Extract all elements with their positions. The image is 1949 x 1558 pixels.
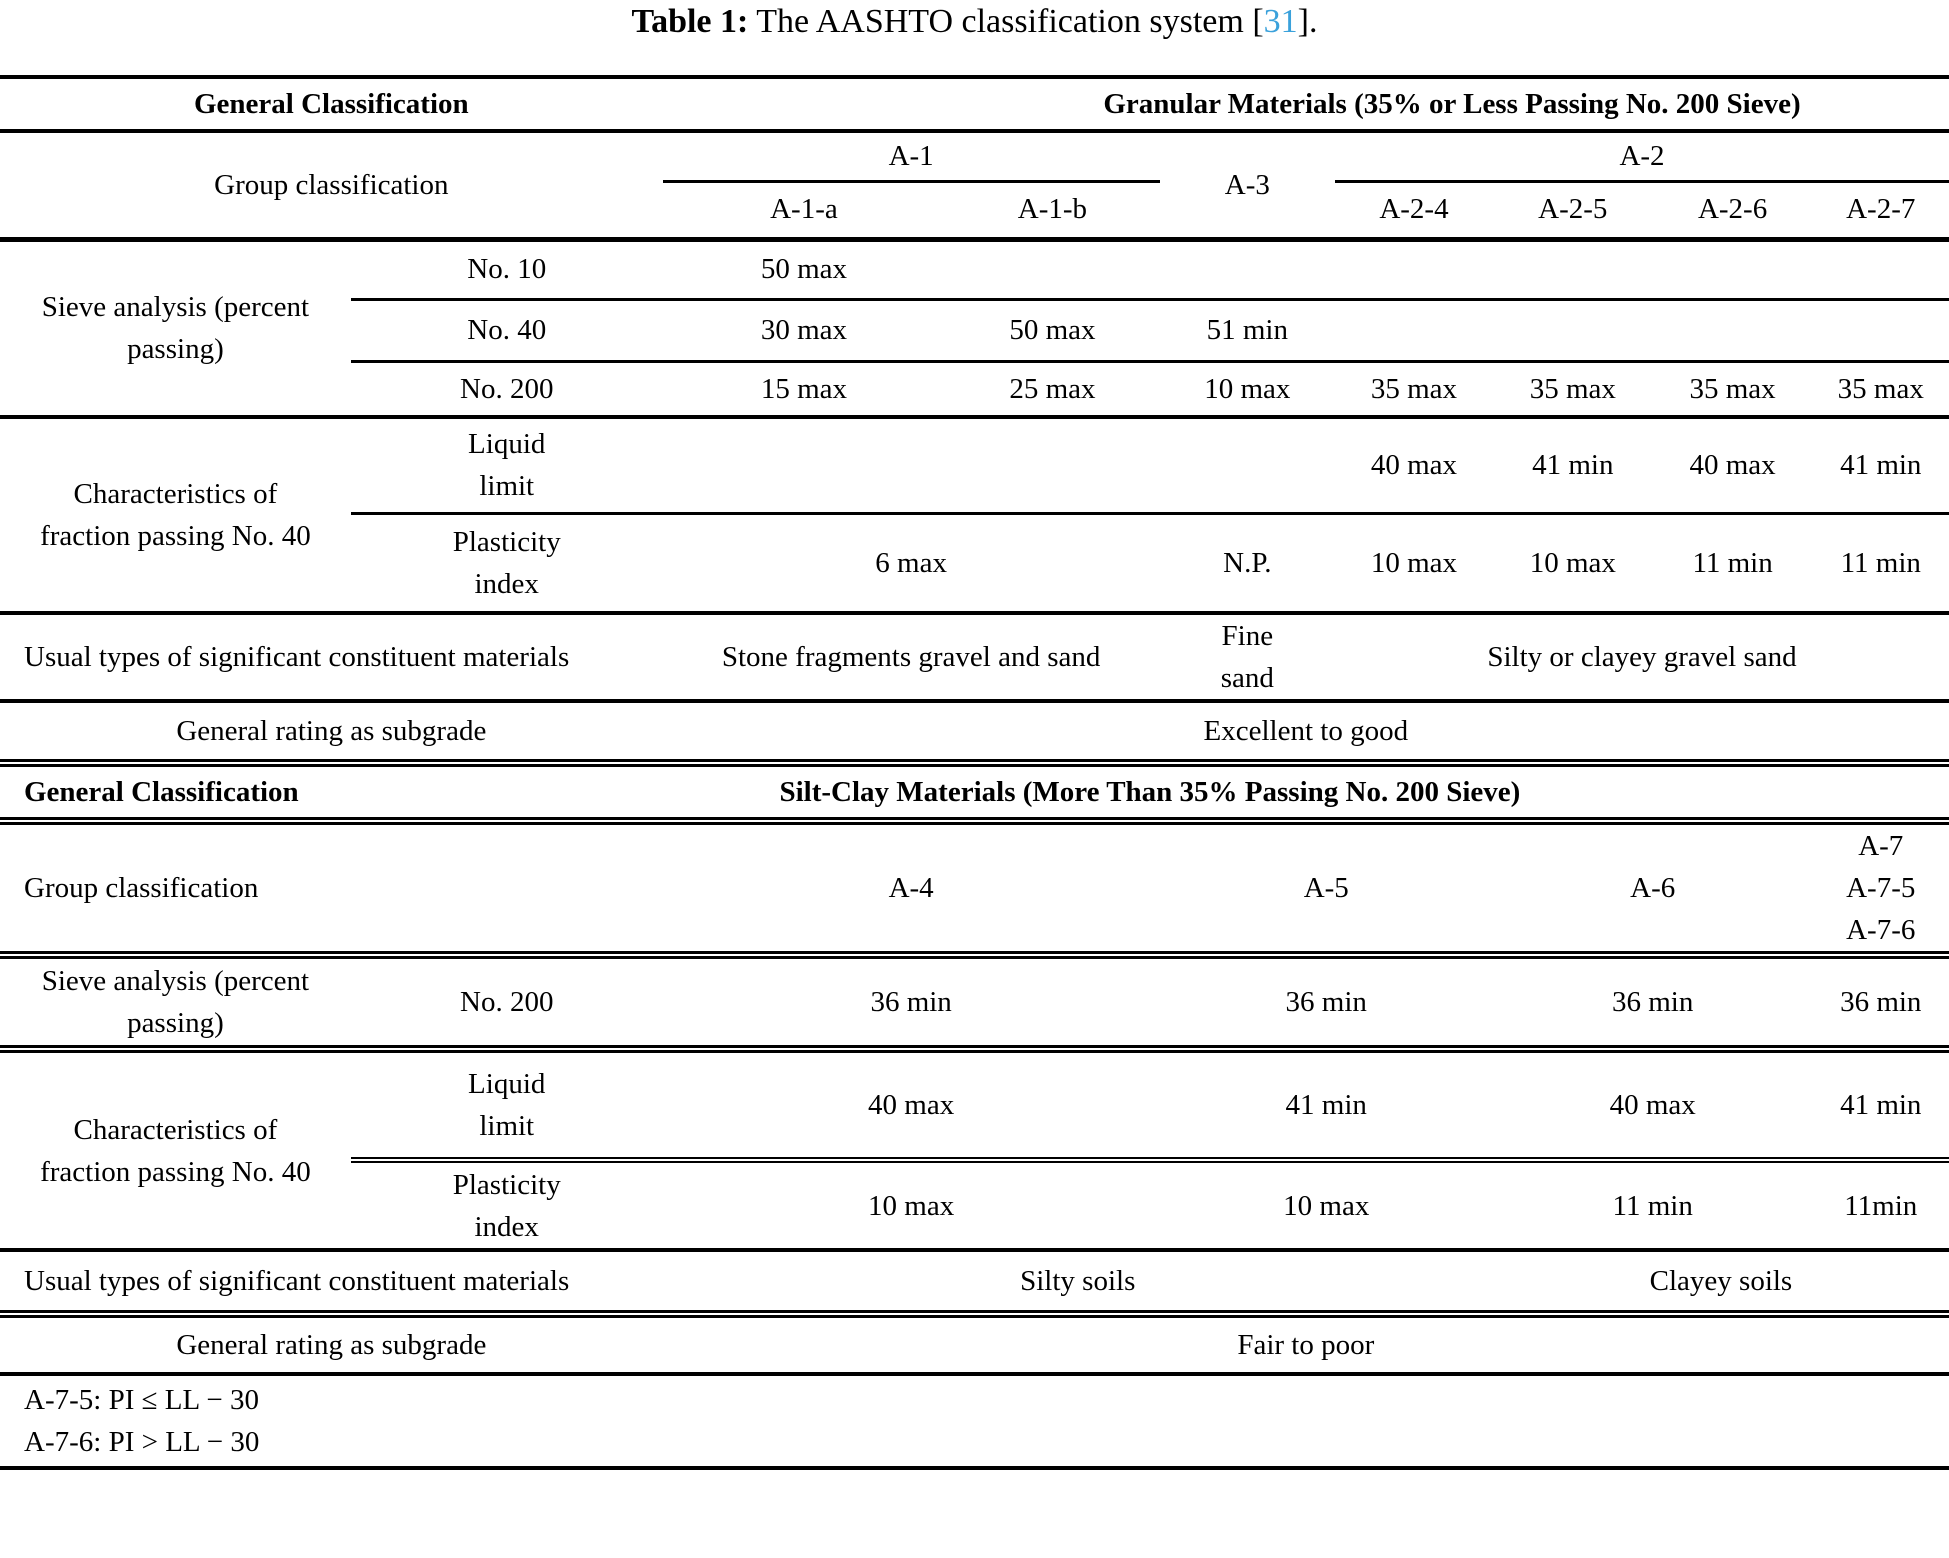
siltclay-general-classification: General Classification xyxy=(0,763,351,821)
siltclay-rating-label: General rating as subgrade xyxy=(0,1314,663,1374)
plasticity-a1: 6 max xyxy=(663,513,1160,613)
plasticity-index-label xyxy=(351,513,663,613)
siltclay-group-classification-label: Group classification xyxy=(0,821,663,955)
sieve-label-line1: Sieve analysis (percent xyxy=(41,291,310,324)
plasticity-a4: 10 max xyxy=(663,1160,1160,1250)
usual-types-a3-line1: Fine xyxy=(1221,620,1274,652)
plasticity-index-label xyxy=(351,1160,663,1250)
liquid-a6: 40 max xyxy=(1493,1049,1813,1160)
granular-rating-value: Excellent to good xyxy=(663,701,1949,763)
plasticity-a25: 10 max xyxy=(1493,513,1653,613)
no200-a3: 10 max xyxy=(1160,361,1335,417)
no40-label: No. 40 xyxy=(351,299,663,361)
siltclay-usual-types-label: Usual types of significant constituent materials xyxy=(0,1250,663,1314)
no200-a26: 35 max xyxy=(1653,361,1813,417)
footnotes-cell xyxy=(0,1374,1949,1468)
empty-cell xyxy=(1813,299,1949,361)
empty-cell xyxy=(663,417,946,513)
empty-cell xyxy=(945,239,1159,299)
granular-usual-types-label: Usual types of significant constituent materials xyxy=(0,613,663,701)
no10-a1a: 50 max xyxy=(663,239,946,299)
no200-a7: 36 min xyxy=(1813,955,1949,1049)
liquid-a24: 40 max xyxy=(1335,417,1493,513)
empty-cell xyxy=(1335,299,1493,361)
plasticity-index-line2: index xyxy=(474,567,539,600)
granular-group-classification-label: Group classification xyxy=(0,131,663,239)
granular-sieve-analysis-label xyxy=(0,239,351,417)
plasticity-a3: N.P. xyxy=(1160,513,1335,613)
aashto-classification-table xyxy=(0,75,1949,1470)
characteristics-label-line1: Characteristics of xyxy=(73,477,278,510)
caption-label: Table 1: xyxy=(631,3,749,40)
group-a3: A-3 xyxy=(1160,131,1335,239)
footnote-a76: A-7-6: PI > LL − 30 xyxy=(24,1426,260,1459)
empty-cell xyxy=(1493,299,1653,361)
group-a7-line1: A-7 xyxy=(1858,830,1904,863)
usual-types-a1: Stone fragments gravel and sand xyxy=(663,613,1160,701)
liquid-a4: 40 max xyxy=(663,1049,1160,1160)
footnote-a75: A-7-5: PI ≤ LL − 30 xyxy=(24,1384,259,1417)
usual-types-a3 xyxy=(1160,613,1335,701)
plasticity-a26: 11 min xyxy=(1653,513,1813,613)
no200-a1b: 25 max xyxy=(945,361,1159,417)
siltclay-characteristics-label xyxy=(0,1049,351,1250)
group-a1a: A-1-a xyxy=(663,181,946,239)
plasticity-a27: 11 min xyxy=(1813,513,1949,613)
empty-cell xyxy=(1493,239,1653,299)
sieve-label-line2: passing) xyxy=(127,1007,224,1040)
usual-types-silty: Silty soils xyxy=(663,1250,1493,1314)
no200-label: No. 200 xyxy=(351,361,663,417)
group-a4: A-4 xyxy=(663,821,1160,955)
no200-a25: 35 max xyxy=(1493,361,1653,417)
table-caption xyxy=(0,0,1949,75)
plasticity-index-line2: index xyxy=(474,1210,539,1243)
sieve-label-line2: passing) xyxy=(127,333,224,366)
granular-rating-label: General rating as subgrade xyxy=(0,701,663,763)
group-a2: A-2 xyxy=(1335,131,1949,181)
liquid-a7: 41 min xyxy=(1813,1049,1949,1160)
group-a5: A-5 xyxy=(1160,821,1493,955)
no200-a24: 35 max xyxy=(1335,361,1493,417)
characteristics-label-line2: fraction passing No. 40 xyxy=(40,1155,311,1188)
liquid-a27: 41 min xyxy=(1813,417,1949,513)
no200-a5: 36 min xyxy=(1160,955,1493,1049)
liquid-a26: 40 max xyxy=(1653,417,1813,513)
no200-a4: 36 min xyxy=(663,955,1160,1049)
group-a25: A-2-5 xyxy=(1493,181,1653,239)
liquid-a25: 41 min xyxy=(1493,417,1653,513)
group-a1: A-1 xyxy=(663,131,1160,181)
characteristics-label-line1: Characteristics of xyxy=(73,1113,278,1146)
characteristics-label-line2: fraction passing No. 40 xyxy=(40,520,311,552)
granular-general-classification: General Classification xyxy=(0,77,663,131)
no200-a6: 36 min xyxy=(1493,955,1813,1049)
plasticity-index-line1: Plasticity xyxy=(452,1168,561,1201)
usual-types-a3-line2: sand xyxy=(1220,662,1274,695)
group-a26: A-2-6 xyxy=(1653,181,1813,239)
siltclay-rating-value: Fair to poor xyxy=(663,1314,1949,1374)
plasticity-a7: 11min xyxy=(1813,1160,1949,1250)
no40-a3: 51 min xyxy=(1160,299,1335,361)
group-a27: A-2-7 xyxy=(1813,181,1949,239)
liquid-limit-label xyxy=(351,417,663,513)
citation-bracket-close: ]. xyxy=(1297,3,1318,40)
granular-characteristics-label xyxy=(0,417,351,613)
empty-cell xyxy=(1160,239,1335,299)
usual-types-clayey: Clayey soils xyxy=(1493,1250,1949,1314)
liquid-a5: 41 min xyxy=(1160,1049,1493,1160)
group-a1b: A-1-b xyxy=(945,181,1159,239)
no200-a27: 35 max xyxy=(1813,361,1949,417)
empty-cell xyxy=(1335,239,1493,299)
plasticity-index-line1: Plasticity xyxy=(452,525,561,558)
citation-link[interactable]: 31 xyxy=(1263,3,1298,40)
siltclay-sieve-analysis-label xyxy=(0,955,351,1049)
group-a6: A-6 xyxy=(1493,821,1813,955)
liquid-limit-line2: limit xyxy=(479,470,535,503)
liquid-limit-line1: Liquid xyxy=(468,428,546,461)
liquid-limit-line1: Liquid xyxy=(468,1068,546,1101)
empty-cell xyxy=(1160,417,1335,513)
empty-cell xyxy=(945,417,1159,513)
liquid-limit-label xyxy=(351,1049,663,1160)
group-a7-line3: A-7-6 xyxy=(1846,914,1916,947)
plasticity-a24: 10 max xyxy=(1335,513,1493,613)
empty-cell xyxy=(1653,239,1813,299)
group-a24: A-2-4 xyxy=(1335,181,1493,239)
group-a7-line2: A-7-5 xyxy=(1846,872,1916,905)
plasticity-a6: 11 min xyxy=(1493,1160,1813,1250)
sieve-label-line1: Sieve analysis (percent xyxy=(41,965,310,998)
no40-a1b: 50 max xyxy=(945,299,1159,361)
usual-types-a2: Silty or clayey gravel sand xyxy=(1335,613,1949,701)
citation-bracket-open: [ xyxy=(1252,3,1264,40)
empty-cell xyxy=(1813,239,1949,299)
group-a7 xyxy=(1813,821,1949,955)
siltclay-no200-label: No. 200 xyxy=(351,955,663,1049)
liquid-limit-line2: limit xyxy=(479,1110,535,1143)
no40-a1a: 30 max xyxy=(663,299,946,361)
caption-title: The AASHTO classification system xyxy=(756,3,1244,40)
plasticity-a5: 10 max xyxy=(1160,1160,1493,1250)
granular-section-header: Granular Materials (35% or Less Passing No. 200 Sieve) xyxy=(663,77,1949,131)
no10-label: No. 10 xyxy=(351,239,663,299)
no200-a1a: 15 max xyxy=(663,361,946,417)
empty-cell xyxy=(1653,299,1813,361)
siltclay-section-header: Silt-Clay Materials (More Than 35% Passing No. 200 Sieve) xyxy=(351,763,1949,821)
